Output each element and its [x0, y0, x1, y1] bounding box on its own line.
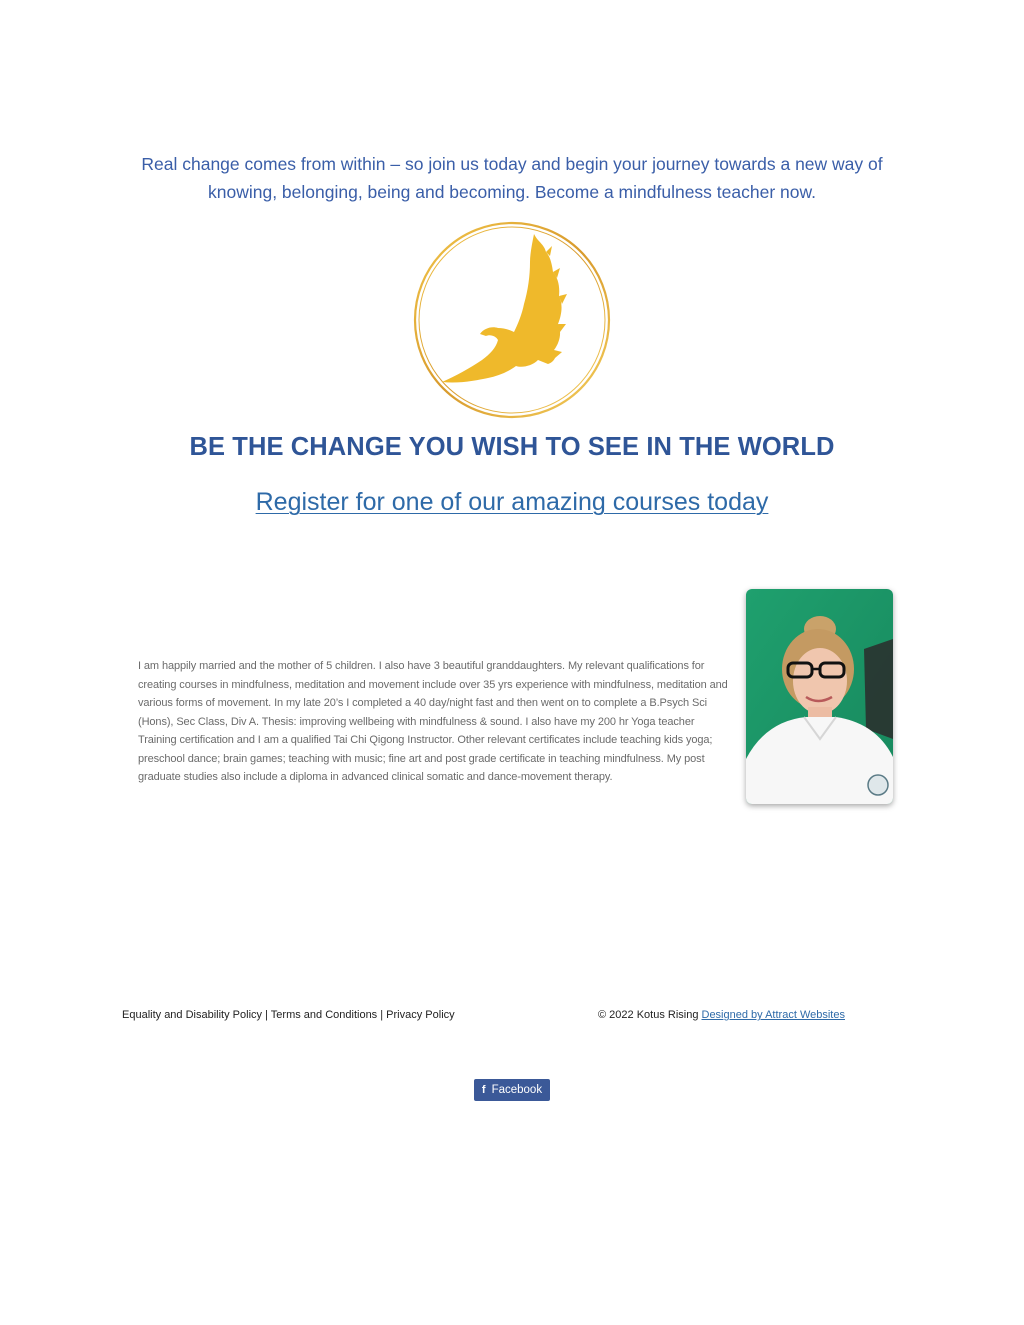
golden-eagle-logo: [412, 220, 612, 420]
facebook-icon: f: [481, 1084, 486, 1096]
instructor-photo: [746, 589, 893, 804]
headline: BE THE CHANGE YOU WISH TO SEE IN THE WORLD: [189, 433, 835, 461]
equality-policy-link[interactable]: Equality and Disability Policy: [122, 1009, 263, 1021]
footer-separator: |: [377, 1009, 387, 1021]
facebook-button[interactable]: [474, 1079, 550, 1101]
terms-link[interactable]: Terms and Conditions: [270, 1009, 378, 1021]
footer-separator: |: [262, 1009, 271, 1021]
intro-text: Real change comes from within – so join us today and begin your journey towards a new way of knowing, belonging, being and becoming. Become a mindfulness teacher now.: [141, 154, 883, 202]
designer-link[interactable]: Designed by Attract Websites: [701, 1009, 845, 1021]
facebook-label: Facebook: [491, 1084, 543, 1096]
bio-paragraph: I am happily married and the mother of 5 children. I also have 3 beautiful granddaughters. My relevant qualifications for creating courses in mindfulness, meditation and movement include over 35 yrs experience with mindfulness, meditation and various forms of movement. In my late 20’s I completed a 40 day/night fast and then went on to complete a B.Psych Sci (Hons), Sec Class, Div A. Thesis: improving wellbeing with mindfulness & sound. I also have my 200 hr Yoga teacher Training certification and I am a qualified Tai Chi Qigong Instructor. Other relevant certificates include teaching kids yoga; preschool dance; brain games; teaching with music; fine art and post grade certificate in teaching mindfulness. My post graduate studies also include a diploma in advanced clinical somatic and dance-movement therapy.: [138, 660, 728, 783]
golden-eagle-icon: [442, 234, 567, 383]
logo-inner-ring: [419, 227, 605, 413]
logo-ring: [415, 223, 609, 417]
register-courses-link[interactable]: Register for one of our amazing courses today: [255, 488, 769, 516]
footer-policy-links: [122, 1009, 455, 1021]
footer-copyright: [598, 1009, 845, 1021]
privacy-policy-link[interactable]: Privacy Policy: [386, 1009, 455, 1021]
copyright-text: © 2022 Kotus Rising: [598, 1009, 702, 1021]
